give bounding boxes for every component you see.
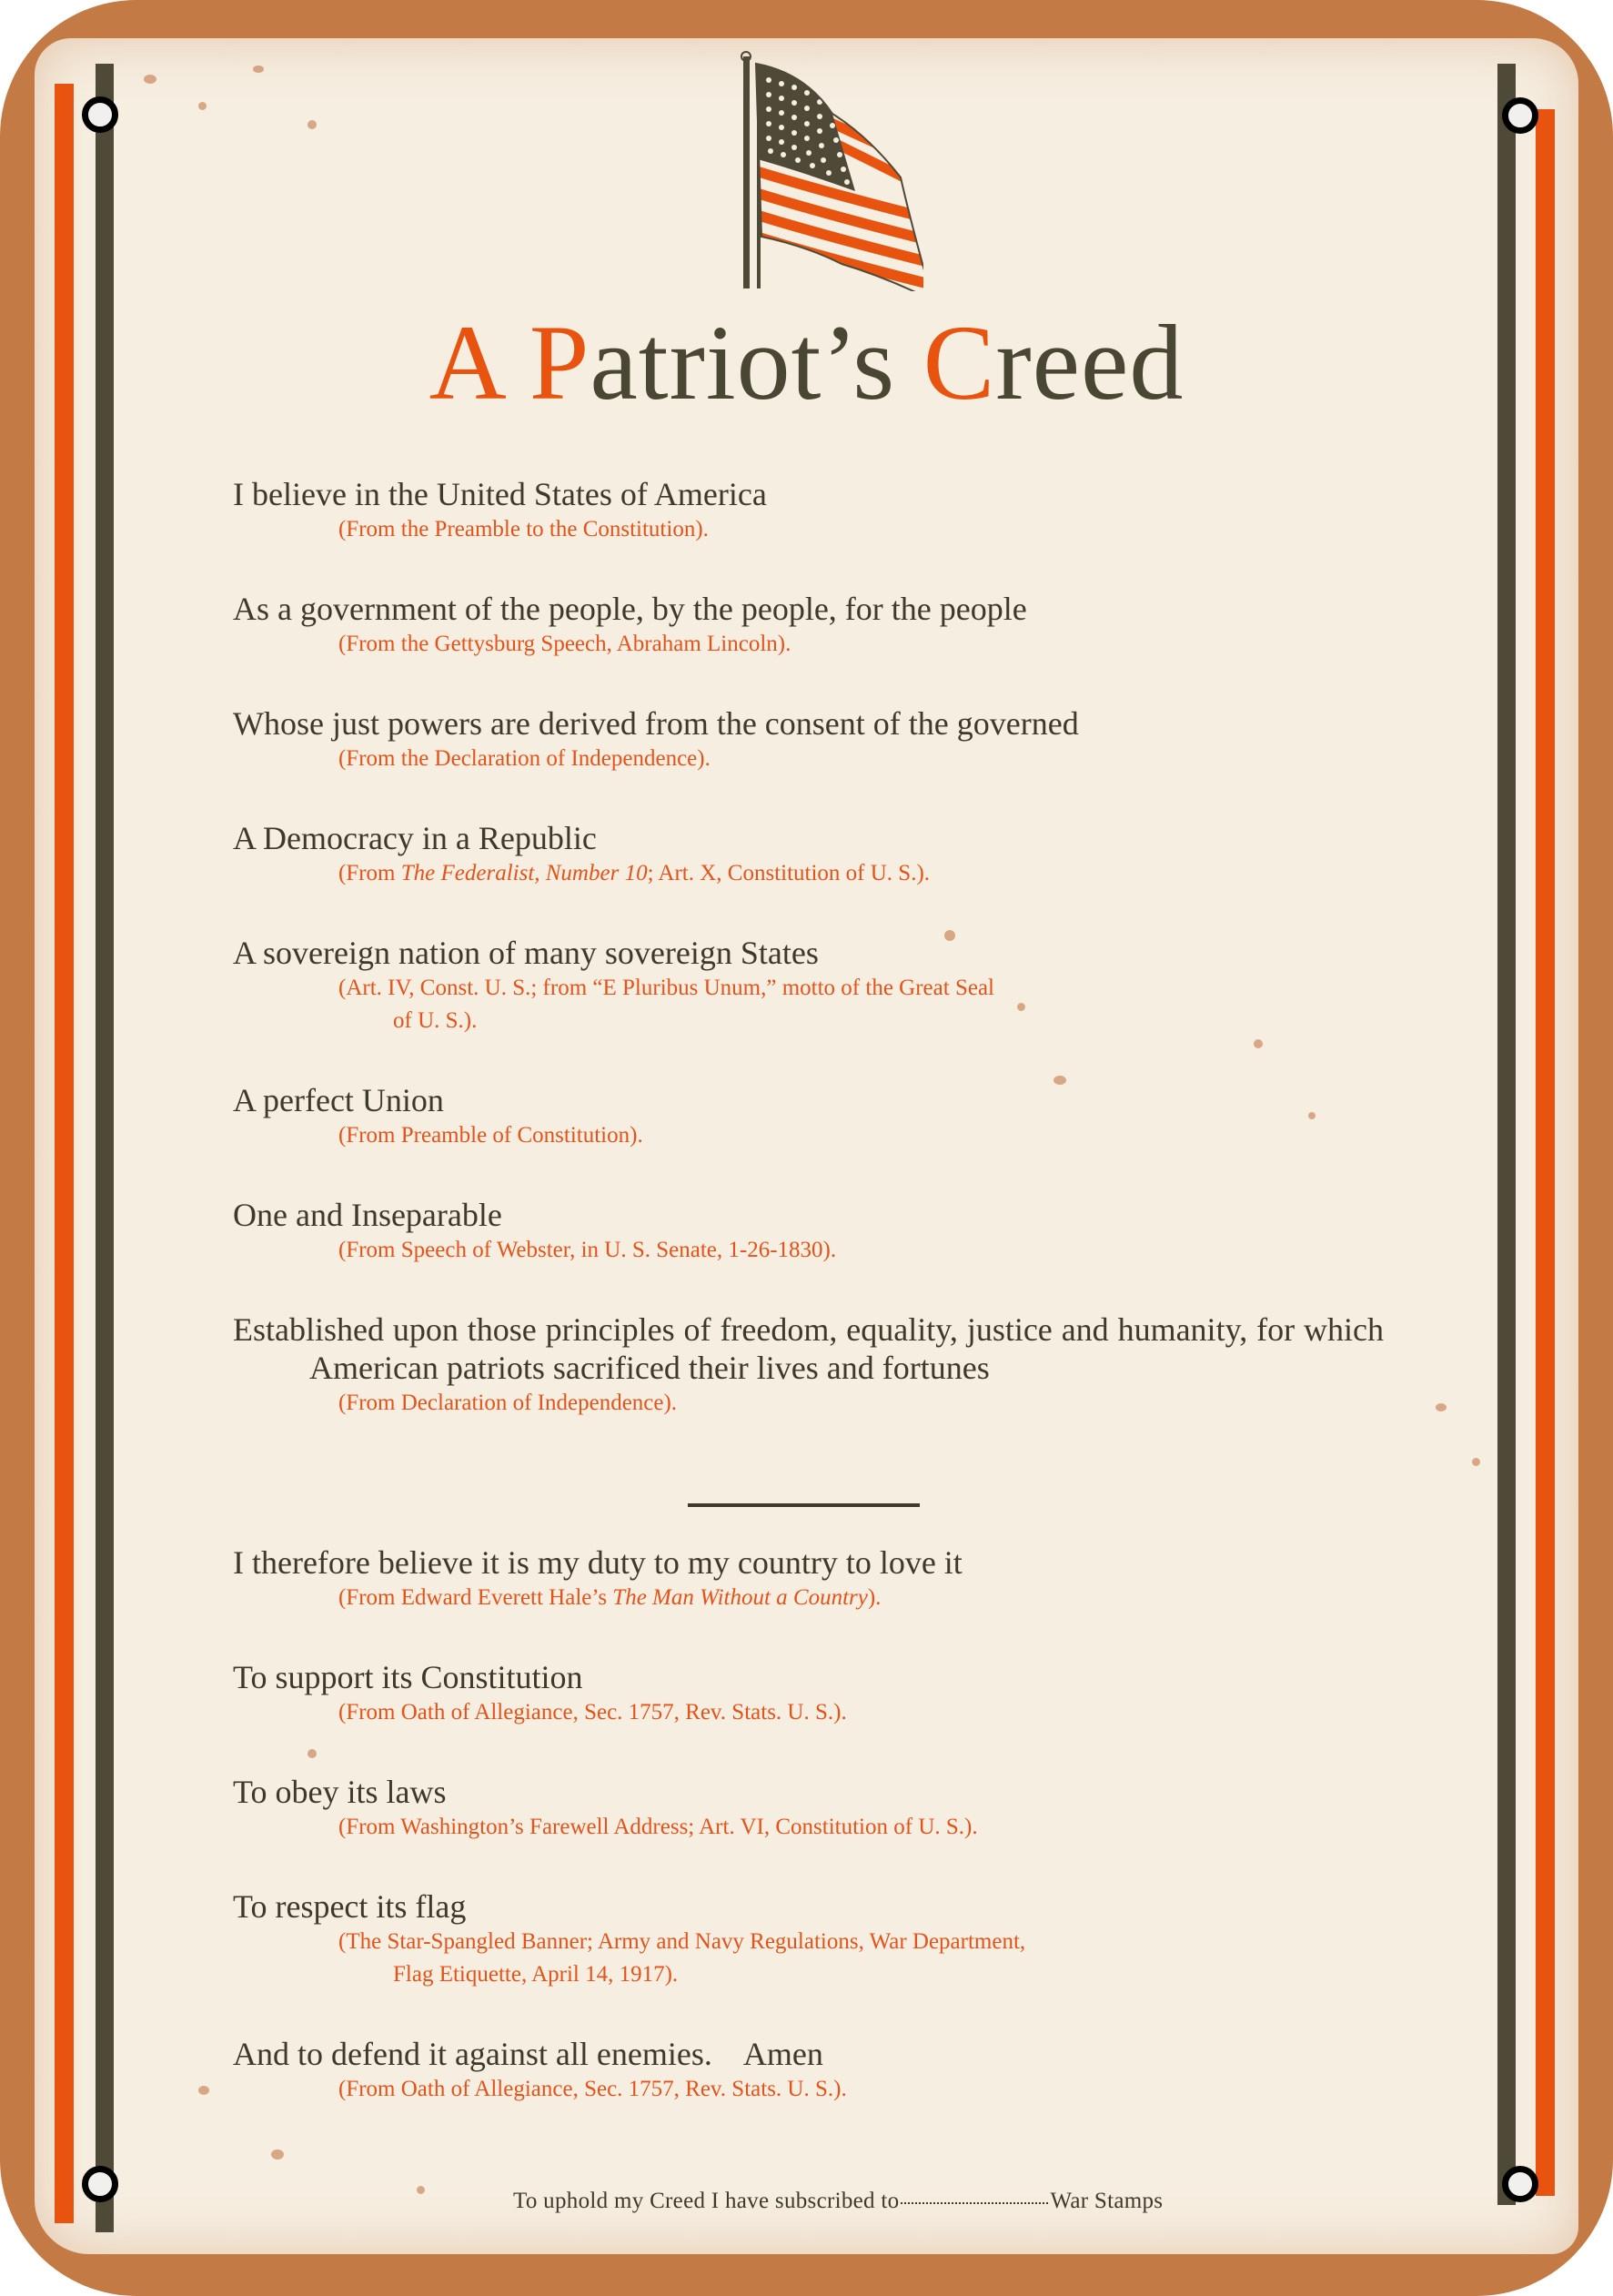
creed-source: (From Speech of Webster, in U. S. Senate, 1-26-1830). — [338, 1238, 837, 1262]
footer-text-before: To uphold my Creed I have subscribed to — [513, 2189, 900, 2213]
rust-speck — [198, 2086, 209, 2095]
title-reed: reed — [995, 303, 1185, 422]
creed-stanza — [233, 1773, 1384, 1844]
creed-stanza — [233, 1658, 1384, 1729]
creed-line: A Democracy in a Republic — [233, 820, 597, 856]
source-text: (Art. IV, Const. U. S.; from “E Pluribus Unum,” motto of the Great Seal — [338, 976, 994, 1000]
rust-speck — [417, 2186, 425, 2194]
source-prefix: (From — [338, 861, 401, 885]
rust-speck — [198, 102, 207, 110]
rust-speck — [144, 75, 156, 84]
source-suffix: ; Art. X, Constitution of U. S.). — [647, 861, 931, 885]
rust-speck — [253, 66, 264, 73]
creed-line: To obey its laws — [233, 1774, 447, 1810]
creed-stanza — [233, 1081, 1384, 1152]
title-initial-p: P — [529, 303, 590, 422]
mounting-hole-top-right — [1502, 97, 1538, 134]
creed-line: A perfect Union — [233, 1082, 444, 1118]
creed-body — [233, 475, 1384, 2106]
rust-speck — [1472, 1458, 1480, 1466]
creed-source: (From the Preamble to the Constitution). — [338, 517, 709, 541]
creed-source — [233, 857, 1384, 890]
source-suffix: ). — [867, 1585, 882, 1610]
creed-stanza — [233, 1310, 1384, 1420]
rust-speck — [307, 120, 317, 129]
creed-line: To respect its flag — [233, 1888, 467, 1925]
creed-line: A sovereign nation of many sovereign States — [233, 935, 819, 971]
creed-source: (From Washington’s Farewell Address; Art. VI, Constitution of U. S.). — [338, 1815, 978, 1839]
creed-line: I therefore believe it is my duty to my country to love it — [233, 1544, 963, 1581]
orange-border-stripe-right — [1536, 109, 1555, 2196]
creed-source — [233, 1926, 1384, 1991]
page-title — [0, 303, 1613, 422]
creed-source: (From Preamble of Constitution). — [338, 1123, 643, 1148]
creed-source: (From Oath of Allegiance, Sec. 1757, Rev. Stats. U. S.). — [338, 2077, 847, 2101]
source-italic-title: The Federalist, Number 10 — [400, 861, 648, 885]
creed-stanza — [233, 819, 1384, 890]
creed-stanza — [233, 1543, 1384, 1614]
creed-source: (From Declaration of Independence). — [338, 1391, 678, 1415]
title-initial-c: C — [922, 303, 996, 422]
us-flag-icon — [687, 27, 923, 291]
source-prefix: (From Edward Everett Hale’s — [338, 1585, 613, 1610]
creed-line: One and Inseparable — [233, 1197, 502, 1233]
title-initial-a: A — [428, 303, 502, 422]
footer-text-after: War Stamps — [1050, 2189, 1164, 2213]
title-patriots: atriot’s — [590, 303, 923, 422]
creed-line: And to defend it against all enemies. Amen — [233, 2036, 823, 2072]
source-continuation: Flag Etiquette, April 14, 1917). — [393, 1962, 679, 1987]
source-italic-title: The Man Without a Country — [612, 1585, 868, 1610]
creed-stanza — [233, 590, 1384, 661]
title-space — [501, 303, 529, 422]
creed-line: Whose just powers are derived from the consent of the governed — [233, 705, 1079, 742]
creed-line: As a government of the people, by the people, for the people — [233, 591, 1027, 627]
creed-stanza — [233, 704, 1384, 775]
source-continuation: of U. S.). — [393, 1008, 478, 1033]
creed-line: Established upon those principles of freedom, equality, justice and humanity, for which American patriots sacrificed their lives and fortunes — [233, 1311, 1384, 1386]
creed-source — [233, 972, 1384, 1037]
creed-line: I believe in the United States of America — [233, 476, 767, 512]
creed-stanza — [233, 2035, 1384, 2106]
creed-source — [233, 1582, 1384, 1614]
creed-source: (From the Declaration of Independence). — [338, 746, 711, 771]
creed-stanza — [233, 1196, 1384, 1267]
creed-line: To support its Constitution — [233, 1659, 583, 1695]
mounting-hole-top-left — [82, 96, 118, 133]
footer-subscription-line — [513, 2189, 1163, 2214]
section-divider — [688, 1503, 920, 1507]
fill-in-dotted-line — [901, 2202, 1048, 2204]
mounting-hole-bottom-left — [82, 2166, 118, 2202]
mounting-hole-bottom-right — [1502, 2166, 1538, 2202]
creed-source: (From Oath of Allegiance, Sec. 1757, Rev. Stats. U. S.). — [338, 1700, 847, 1725]
rust-speck — [271, 2149, 284, 2159]
creed-source: (From the Gettysburg Speech, Abraham Lincoln). — [338, 632, 791, 656]
creed-stanza — [233, 934, 1384, 1037]
source-text: (The Star-Spangled Banner; Army and Navy Regulations, War Department, — [338, 1929, 1026, 1954]
rust-speck — [1436, 1403, 1447, 1411]
creed-stanza — [233, 475, 1384, 546]
creed-stanza — [233, 1887, 1384, 1991]
